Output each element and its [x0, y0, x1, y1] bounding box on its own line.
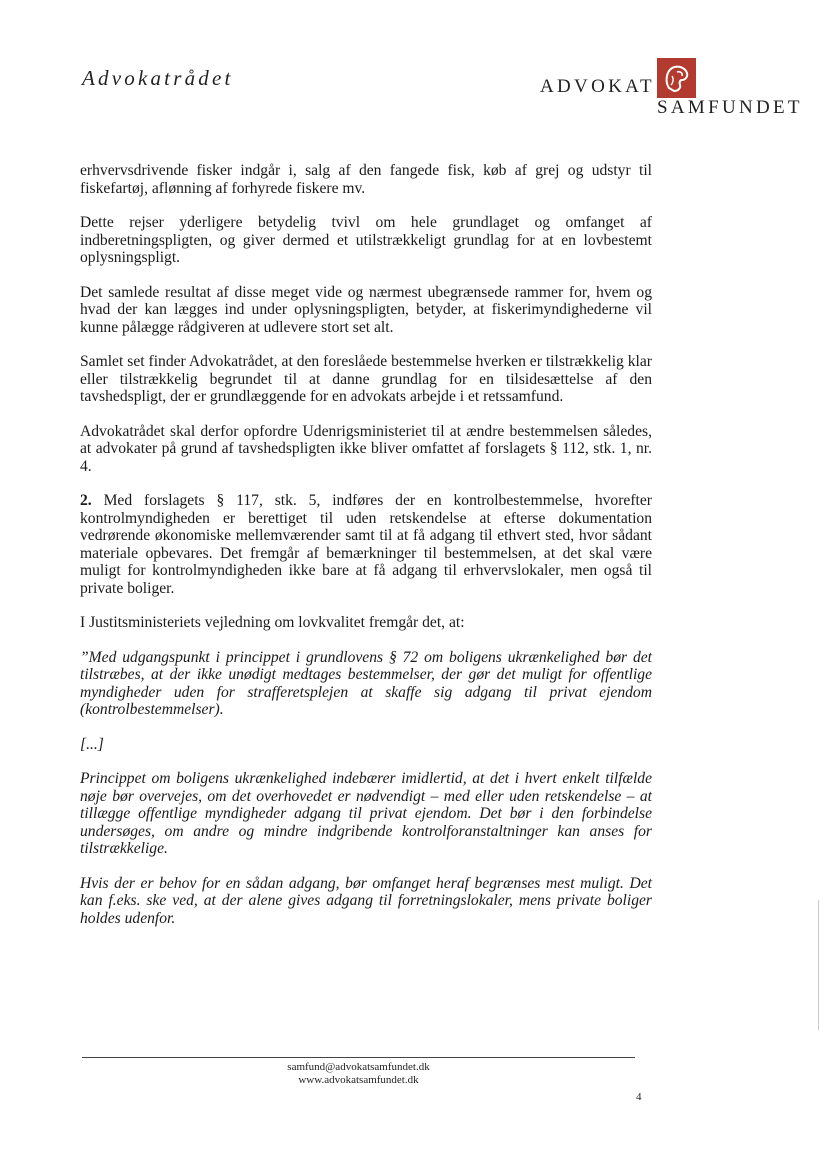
footer-divider: [82, 1057, 635, 1058]
quote-ellipsis: [...]: [80, 735, 104, 753]
paragraph: erhvervsdrivende fisker indgår i, salg af den fangede fisk, køb af grej og udstyr til fiskefartøj, aflønning af forhyrede fiskere mv.: [80, 162, 652, 197]
paragraph: Advokatrådet skal derfor opfordre Udenrigsministeriet til at ændre bestemmelsen således, at advokater på grund af tavshedspligten ikke bliver omfattet af forslagets § 112, stk. 1, nr. 4.: [80, 422, 652, 475]
logo-text-top: ADVOKAT: [540, 76, 655, 97]
quote-paragraph: Hvis der er behov for en sådan adgang, bør omfanget heraf begrænses mest muligt. Det kan f.eks. ske ved, at der alene gives adgang til forretningslokaler, mens private boliger holdes udenfor.: [80, 874, 652, 927]
paragraph-numbered: [80, 492, 652, 597]
paragraph-text: Med forslagets § 117, stk. 5, indføres der en kontrolbestemmelse, hvorefter kontrolmyndigheden er berettiget til uden retskendelse at efterse dokumentation vedrørende økonomiske mellemværender samt til at få adgang til ethvert sted, hvor sådant materiale opbevares. Det fremgår af bemærkninger til bestemmelsen, at det skal være muligt for kontrolmyndigheden ikke bare at få adgang til erhvervslokaler, men også til private boliger.: [80, 492, 652, 597]
paragraph: Dette rejser yderligere betydelig tvivl om hele grundlaget og omfanget af indberetningspligten, og giver dermed et utilstrækkeligt grundlag for at en lovbestemt oplysningspligt.: [80, 214, 652, 266]
header-title: Advokatrådet: [82, 66, 234, 90]
quote-paragraph: ”Med udgangspunkt i princippet i grundlovens § 72 om boligens ukrænkelighed bør det tilstræbes, at der ikke unødigt medtages bestemmelser, der gør det muligt for offentlige myndigheder uden for strafferetsplejen at skaffe sig adgang til privat ejendom (kontrolbestemmelser).: [80, 648, 652, 718]
scan-edge-line: [818, 900, 819, 1030]
logo-text-bottom: SAMFUNDET: [657, 97, 803, 118]
section-number: 2.: [80, 492, 92, 509]
paragraph: I Justitsministeriets vejledning om lovkvalitet fremgår det, at:: [80, 614, 465, 631]
logo-emblem-icon: [657, 58, 696, 98]
advokatsamfundet-logo: [540, 58, 810, 120]
footer-email: samfund@advokatsamfundet.dk: [287, 1061, 430, 1073]
footer-website: www.advokatsamfundet.dk: [298, 1074, 419, 1086]
paragraph: Samlet set finder Advokatrådet, at den foreslåede bestemmelse hverken er tilstrækkelig klar eller tilstrækkelig begrundet til at danne grundlag for en tilsidesættelse af den tavshedspligt, der er grundlæggende for en advokats arbejde i et retssamfund.: [80, 353, 652, 405]
letter-body: [80, 162, 652, 944]
quote-paragraph: Princippet om boligens ukrænkelighed indebærer imidlertid, at det i hvert enkelt tilfælde nøje bør overvejes, om det overhovedet er nødvendigt – med eller uden retskendelse – at tillægge offentlige myndigheder adgang til privat ejendom. Det bør i den forbindelse undersøges, om andre og mindre indgribende kontrolforanstaltninger kan anses for tilstrækkelige.: [80, 770, 652, 857]
paragraph: Det samlede resultat af disse meget vide og nærmest ubegrænsede rammer for, hvem og hvad der kan lægges ind under oplysningspligten, betyder, at fiskerimyndighederne vil kunne pålægge rådgiveren at udlevere stort set alt.: [80, 283, 652, 336]
page-number: 4: [636, 1091, 642, 1103]
